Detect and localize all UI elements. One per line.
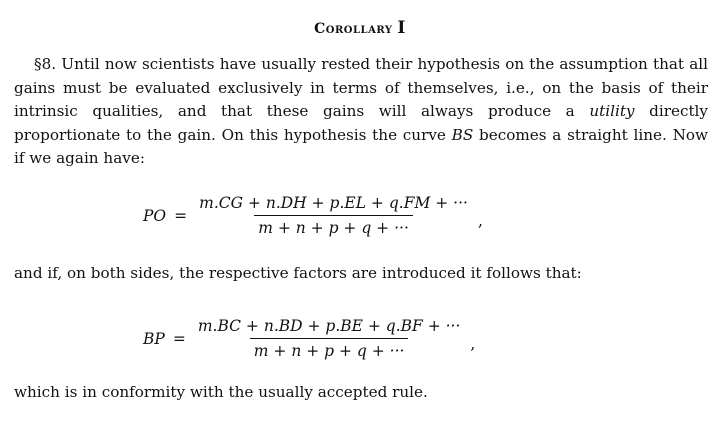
equation-po-numerator: m.CG + n.DH + p.EL + q.FM + ···	[199, 194, 468, 212]
section-heading	[0, 18, 720, 38]
heading-numeral: I	[397, 18, 406, 38]
equation-bp-fraction	[194, 317, 465, 360]
equation-bp-comma: ,	[470, 334, 476, 353]
equation-po-equals: =	[174, 206, 188, 225]
equation-po-comma: ,	[477, 211, 483, 230]
paragraph-1	[14, 53, 708, 171]
paragraph-3: which is in conformity with the usually accepted rule.	[14, 383, 428, 401]
equation-po-denominator: m + n + p + q + ···	[254, 215, 413, 237]
heading-word: Corollary	[314, 21, 393, 37]
equation-bp-lhs: BP	[143, 329, 165, 348]
p1-italic-utility: utility	[589, 102, 635, 120]
equation-bp-equals: =	[172, 329, 186, 348]
equation-po-lhs: PO	[143, 206, 167, 225]
p1-text-b: directly proportionate to the gain. On this hypothesis the curve	[14, 102, 708, 144]
equation-po	[143, 194, 483, 237]
p1-curve-name: BS	[451, 125, 474, 144]
equation-bp-numerator: m.BC + n.BD + p.BE + q.BF + ···	[197, 317, 461, 335]
paragraph-2: and if, on both sides, the respective factors are introduced it follows that:	[14, 264, 582, 282]
p1-text-c: becomes a straight line. Now if we again have:	[14, 125, 708, 167]
equation-bp	[143, 317, 475, 360]
p1-text-a: §8. Until now scientists have usually rested their hypothesis on the assumption that all gains must be evaluated exclusively in terms of themselves, i.e., on the basis of their intrinsic qualities, and that these gains will always produce a	[14, 55, 708, 120]
equation-bp-denominator: m + n + p + q + ···	[250, 338, 409, 360]
equation-po-fraction	[195, 194, 472, 237]
